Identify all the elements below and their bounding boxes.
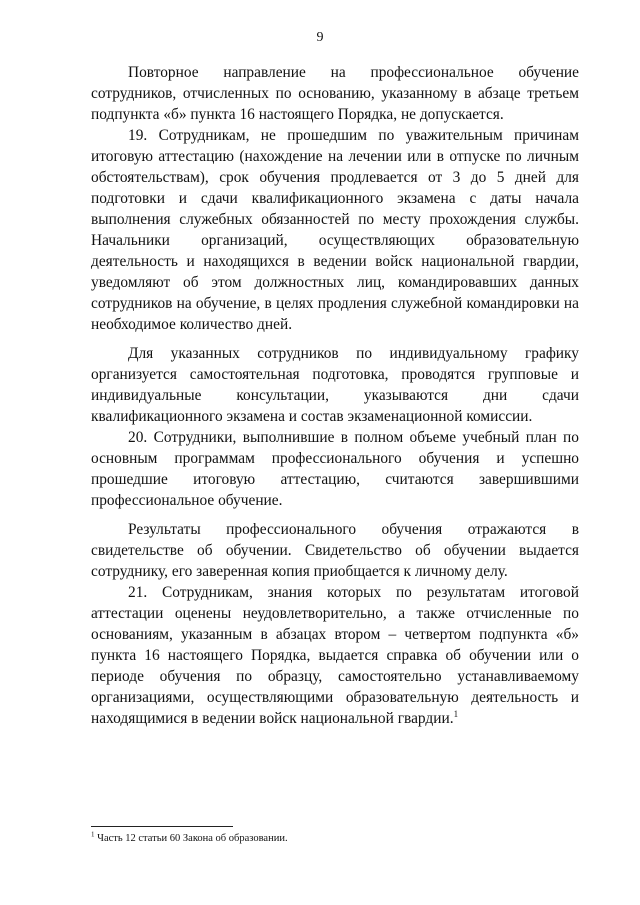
paragraph-item-20: 20. Сотрудники, выполнившие в полном объеме учебный план по основным программам профессионального обучения и успешно прошедшие итоговую аттестацию, считаются завершившими профессиональное обучение. <box>91 429 579 509</box>
footnote <box>91 832 579 846</box>
paragraph-repeat-training: Повторное направление на профессиональное обучение сотрудников, отчисленных по основанию, указанному в абзаце третьем подпункта «б» пункта 16 настоящего Порядка, не допускается. <box>91 64 579 123</box>
paragraph-item-19: 19. Сотрудникам, не прошедшим по уважительным причинам итоговую аттестацию (нахождение на лечении или в отпуске по личным обстоятельствам), срок обучения продлевается от 3 до 5 дней для подготовки и сдачи квалификационного экзамена с даты начала выполнения служебных обязанностей по месту прохождения службы. Начальники организаций, осуществляющих образовательную деятельность и находящихся в ведении войск национальной гвардии, уведомляют об этом должностных лиц, командировавших данных сотрудников на обучение, в целях продления служебной командировки на необходимое количество дней. <box>91 127 579 333</box>
paragraph-item-21 <box>91 582 579 729</box>
paragraph-individual-schedule: Для указанных сотрудников по индивидуальному графику организуется самостоятельная подготовка, проводятся групповые и индивидуальные консультации, указываются дни сдачи квалификационного экзамена и состав экзаменационной комиссии. <box>91 345 579 425</box>
body-text <box>91 62 579 729</box>
footnote-marker: 1 <box>91 830 95 839</box>
footnote-divider <box>91 826 233 827</box>
page-number: 9 <box>316 30 324 45</box>
footnote-text: Часть 12 статьи 60 Закона об образовании. <box>94 833 288 844</box>
footnote-reference: 1 <box>453 708 459 719</box>
paragraph-item-21-text: 21. Сотрудникам, знания которых по результатам итоговой аттестации оценены неудовлетворительно, а также отчисленные по основаниям, указанным в абзацах втором – четвертом подпункта «б» пункта 16 настоящего Порядка, выдается справка об обучении или о периоде обучения по образцу, самостоятельно устанавливаемому организациями, осуществляющими образовательную деятельность и находящимися в ведении войск национальной гвардии. <box>91 584 579 727</box>
paragraph-certificate: Результаты профессионального обучения отражаются в свидетельстве об обучении. Свидетельство об обучении выдается сотруднику, его заверенная копия приобщается к личному делу. <box>91 521 579 580</box>
